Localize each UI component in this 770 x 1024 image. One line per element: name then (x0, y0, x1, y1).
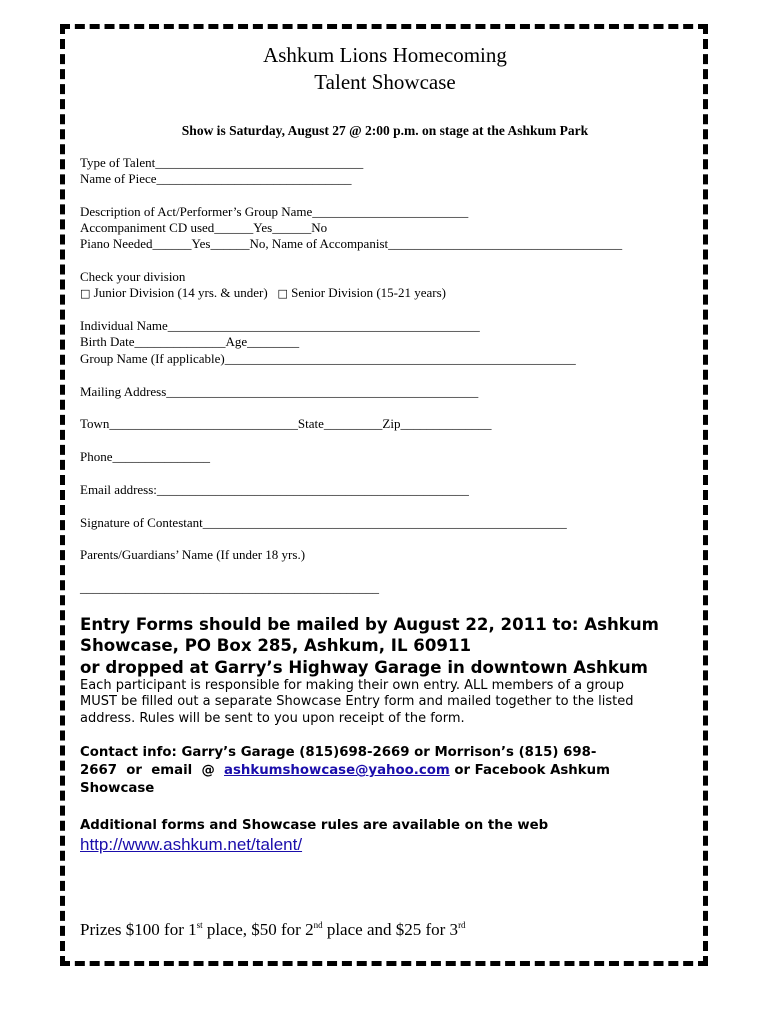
contact-facebook-text: or Facebook Ashkum (449, 763, 610, 778)
show-date-subtitle: Show is Saturday, August 27 @ 2:00 p.m. on stage at the Ashkum Park (181, 123, 589, 138)
division-label: Check your division (80, 269, 186, 284)
town-state-zip-field[interactable]: Town_____________________________State_________Zip______________ (80, 416, 492, 431)
group-name-field[interactable]: Group Name (If applicable)______________________________________________________ (80, 351, 576, 366)
prize-third-text: place and $25 for 3 (322, 920, 459, 939)
division-options (80, 285, 446, 302)
title-line-2: Talent Showcase (314, 70, 456, 94)
prize-second-suffix: nd (313, 920, 323, 930)
info-line-3: address. Rules will be sent to you upon receipt of the form. (80, 711, 465, 726)
info-line-1: Each participant is responsible for making their own entry. ALL members of a group (80, 678, 625, 693)
email-link[interactable]: ashkumshowcase@yahoo.com (224, 763, 450, 778)
title-line-1: Ashkum Lions Homecoming (263, 43, 507, 67)
prize-first-text: Prizes $100 for 1 (80, 920, 197, 939)
parents-label: Parents/Guardians’ Name (If under 18 yrs.) (80, 547, 306, 562)
senior-division-label: Senior Division (15-21 years) (291, 285, 446, 300)
accompaniment-field[interactable]: Accompaniment CD used______Yes______No (80, 220, 328, 235)
birth-date-field[interactable]: Birth Date______________Age________ (80, 334, 300, 349)
junior-division-label: Junior Division (14 yrs. & under) (93, 285, 268, 300)
name-of-piece-field[interactable]: Name of Piece______________________________ (80, 171, 352, 186)
email-field[interactable]: Email address:________________________________________________ (80, 482, 469, 497)
contact-email-prefix: 2667 or email @ (80, 763, 224, 778)
prize-second-text: place, $50 for 2 (202, 920, 314, 939)
talent-url-text[interactable]: http://www.ashkum.net/talent/ (80, 835, 303, 854)
senior-checkbox[interactable]: □ (277, 287, 288, 300)
entry-line-2: Showcase, PO Box 285, Ashkum, IL 60911 (80, 636, 472, 655)
prize-third-suffix: rd (458, 920, 466, 930)
description-field[interactable]: Description of Act/Performer’s Group Name________________________ (80, 204, 469, 219)
additional-forms-text: Additional forms and Showcase rules are available on the web (80, 818, 549, 833)
talent-url-link[interactable] (80, 835, 302, 855)
prize-first-suffix: st (196, 920, 203, 930)
entry-line-1: Entry Forms should be mailed by August 22, 2011 to: Ashkum (80, 615, 659, 634)
piano-needed-field[interactable]: Piano Needed______Yes______No, Name of Accompanist____________________________________ (80, 236, 623, 251)
info-line-2: MUST be filled out a separate Showcase Entry form and mailed together to the listed (80, 694, 634, 709)
entry-line-3: or dropped at Garry’s Highway Garage in downtown Ashkum (80, 658, 648, 677)
form-title (0, 42, 770, 96)
phone-field[interactable]: Phone_______________ (80, 449, 210, 464)
contact-line-2 (80, 762, 692, 780)
prizes-text (80, 920, 466, 940)
junior-checkbox[interactable]: □ (80, 287, 91, 300)
type-of-talent-field[interactable]: Type of Talent________________________________ (80, 155, 364, 170)
parents-signature-line[interactable]: ______________________________________________ (80, 580, 379, 595)
contact-line-3: Showcase (80, 781, 155, 796)
contact-line-1: Contact info: Garry’s Garage (815)698-2669 or Morrison’s (815) 698- (80, 745, 597, 760)
individual-name-field[interactable]: Individual Name________________________________________________ (80, 318, 480, 333)
signature-field[interactable]: Signature of Contestant________________________________________________________ (80, 515, 567, 530)
mailing-address-field[interactable]: Mailing Address________________________________________________ (80, 384, 479, 399)
